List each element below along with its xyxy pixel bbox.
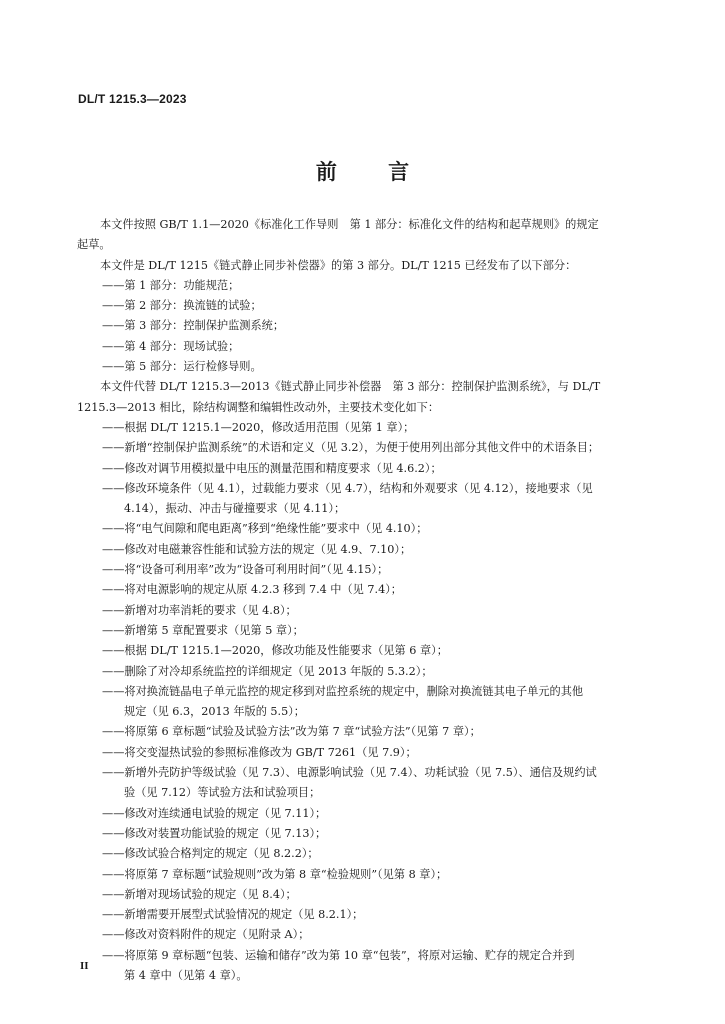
list-item: ——将“电气间隙和爬电距离”移到“绝缘性能”要求中（见 4.10）；	[102, 522, 428, 536]
list-item: ——根据 DL/T 1215.1—2020，修改适用范围（见第 1 章）；	[102, 420, 415, 434]
paragraph-series-intro: 本文件是 DL/T 1215《链式静止同步补偿器》的第 3 部分。DL/T 1215 已经发布了以下部分：	[100, 258, 577, 272]
parts-list	[102, 276, 657, 377]
list-item: ——修改对装置功能试验的规定（见 7.13）；	[102, 826, 327, 840]
list-item: ——将原第 9 章标题“包装、运输和储存”改为第 10 章“包装”，将原对运输、贮存的规定合并到	[102, 948, 575, 962]
paragraph-replacement-line2: 1215.3—2013 相比，除结构调整和编辑性改动外，主要技术变化如下：	[77, 400, 440, 414]
list-item-continuation: 第 4 章中（见第 4 章）。	[124, 968, 248, 982]
list-item-continuation: 验（见 7.12）等试验方法和试验项目；	[124, 786, 321, 800]
list-item: ——将原第 7 章标题“试验规则”改为第 8 章“检验规则”（见第 8 章）；	[102, 867, 448, 881]
list-item: ——将“设备可利用率”改为“设备可利用时间”（见 4.15）；	[102, 563, 389, 577]
list-item: ——第 4 部分：现场试验；	[102, 339, 240, 353]
changes-list	[102, 418, 657, 986]
list-item: ——新增“控制保护监测系统”的术语和定义（见 3.2），为便于使用列出部分其他文件中的术语条目；	[102, 441, 600, 455]
paragraph-drafting-rule-line2: 起草。	[77, 238, 111, 252]
list-item: ——修改对调节用模拟量中电压的测量范围和精度要求（见 4.6.2）；	[102, 461, 442, 475]
list-item: ——修改对资料附件的规定（见附录 A）；	[102, 928, 310, 942]
list-item: ——修改对连续通电试验的规定（见 7.11）；	[102, 806, 327, 820]
list-item: ——新增对功率消耗的要求（见 4.8）；	[102, 603, 297, 617]
list-item: ——第 2 部分：换流链的试验；	[102, 299, 262, 313]
list-item: ——将对换流链晶电子单元监控的规定移到对监控系统的规定中，删除对换流链其电子单元的其他	[102, 684, 584, 698]
paragraph-drafting-rule-line1: 本文件按照 GB/T 1.1—2020《标准化工作导则 第 1 部分：标准化文件的结构和起草规则》的规定	[100, 218, 599, 231]
list-item: ——根据 DL/T 1215.1—2020，修改功能及性能要求（见第 6 章）；	[102, 644, 448, 658]
list-item: ——新增外壳防护等级试验（见 7.3）、电源影响试验（见 7.4）、功耗试验（见 7.5）、通信及规约试	[102, 766, 597, 780]
page-title: 前 言	[315, 160, 432, 184]
list-item-continuation: 规定（见 6.3，2013 年版的 5.5）；	[124, 705, 305, 719]
page-number: II	[80, 960, 89, 972]
list-item: ——第 1 部分：功能规范；	[102, 278, 240, 292]
list-item: ——第 3 部分：控制保护监测系统；	[102, 319, 285, 333]
list-item: ——将原第 6 章标题“试验及试验方法”改为第 7 章“试验方法”（见第 7 章）；	[102, 725, 481, 739]
list-item: ——新增对现场试验的规定（见 8.4）；	[102, 887, 297, 901]
list-item: ——修改对电磁兼容性能和试验方法的规定（见 4.9、7.10）；	[102, 542, 412, 556]
list-item: ——将交变湿热试验的参照标准修改为 GB/T 7261（见 7.9）；	[102, 745, 417, 759]
list-item: ——将对电源影响的规定从原 4.2.3 移到 7.4 中（见 7.4）；	[102, 583, 402, 597]
paragraph-replacement-line1: 本文件代替 DL/T 1215.3—2013《链式静止同步补偿器 第 3 部分：控制保护监测系统》，与 DL/T	[100, 380, 601, 394]
list-item: ——修改试验合格判定的规定（见 8.2.2）；	[102, 847, 319, 861]
list-item: ——第 5 部分：运行检修导则。	[102, 360, 262, 374]
list-item: ——删除了对冷却系统监控的详细规定（见 2013 年版的 5.3.2）；	[102, 664, 433, 678]
document-id: DL/T 1215.3—2023	[78, 92, 187, 106]
list-item: ——新增第 5 章配置要求（见第 5 章）；	[102, 623, 304, 637]
list-item: ——修改环境条件（见 4.1），过载能力要求（见 4.7），结构和外观要求（见 4.12），接地要求（见	[102, 481, 593, 495]
list-item-continuation: 4.14），振动、冲击与碰撞要求（见 4.11）；	[124, 502, 346, 516]
list-item: ——新增需要开展型式试验情况的规定（见 8.2.1）；	[102, 908, 364, 922]
